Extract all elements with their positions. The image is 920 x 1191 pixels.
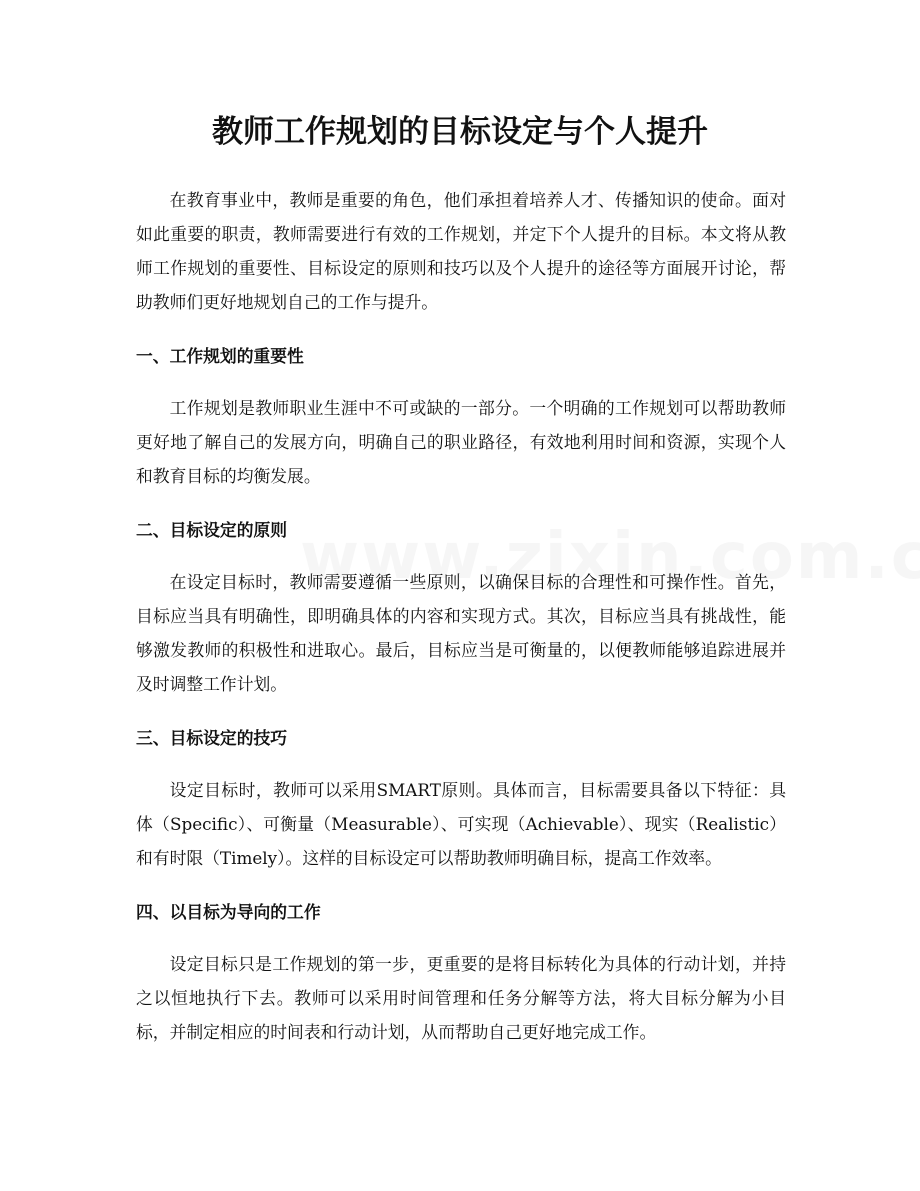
section-heading-4: 四、以目标为导向的工作: [136, 902, 321, 922]
spacer: [136, 929, 786, 947]
spacer: [136, 319, 786, 339]
section-heading-2: 二、目标设定的原则: [136, 520, 288, 540]
document-title: 教师工作规划的目标设定与个人提升: [212, 114, 708, 150]
spacer: [136, 373, 786, 391]
intro-paragraph: 在教育事业中，教师是重要的角色，他们承担着培养人才、传播知识的使命。面对如此重要的职责，教师需要进行有效的工作规划，并定下个人提升的目标。本文将从教师工作规划的重要性、目标设定的原则和技巧以及个人提升的途径等方面展开讨论，帮助教师们更好地规划自己的工作与提升。: [136, 190, 786, 312]
spacer: [136, 755, 786, 773]
section-body-3: 设定目标时，教师可以采用SMART原则。具体而言，目标需要具备以下特征：具体（Specific）、可衡量（Measurable）、可实现（Achievable）、现实（Realistic）和有时限（Timely）。这样的目标设定可以帮助教师明确目标，提高工作效率。: [136, 780, 786, 868]
spacer: [136, 547, 786, 565]
section-body-2: 在设定目标时，教师需要遵循一些原则，以确保目标的合理性和可操作性。首先，目标应当具有明确性，即明确具体的内容和实现方式。其次，目标应当具有挑战性，能够激发教师的积极性和进取心。最后，目标应当是可衡量的，以便教师能够追踪进展并及时调整工作计划。: [136, 572, 786, 694]
section-body-4: 设定目标只是工作规划的第一步，更重要的是将目标转化为具体的行动计划，并持之以恒地执行下去。教师可以采用时间管理和任务分解等方法，将大目标分解为小目标，并制定相应的时间表和行动计划，从而帮助自己更好地完成工作。: [136, 954, 786, 1042]
document-body: [136, 183, 786, 1049]
spacer: [136, 701, 786, 721]
section-heading-1: 一、工作规划的重要性: [136, 346, 304, 366]
section-body-1: 工作规划是教师职业生涯中不可或缺的一部分。一个明确的工作规划可以帮助教师更好地了解自己的发展方向，明确自己的职业路径，有效地利用时间和资源，实现个人和教育目标的均衡发展。: [136, 398, 786, 486]
section-heading-3: 三、目标设定的技巧: [136, 728, 288, 748]
spacer: [136, 493, 786, 513]
spacer: [136, 875, 786, 895]
